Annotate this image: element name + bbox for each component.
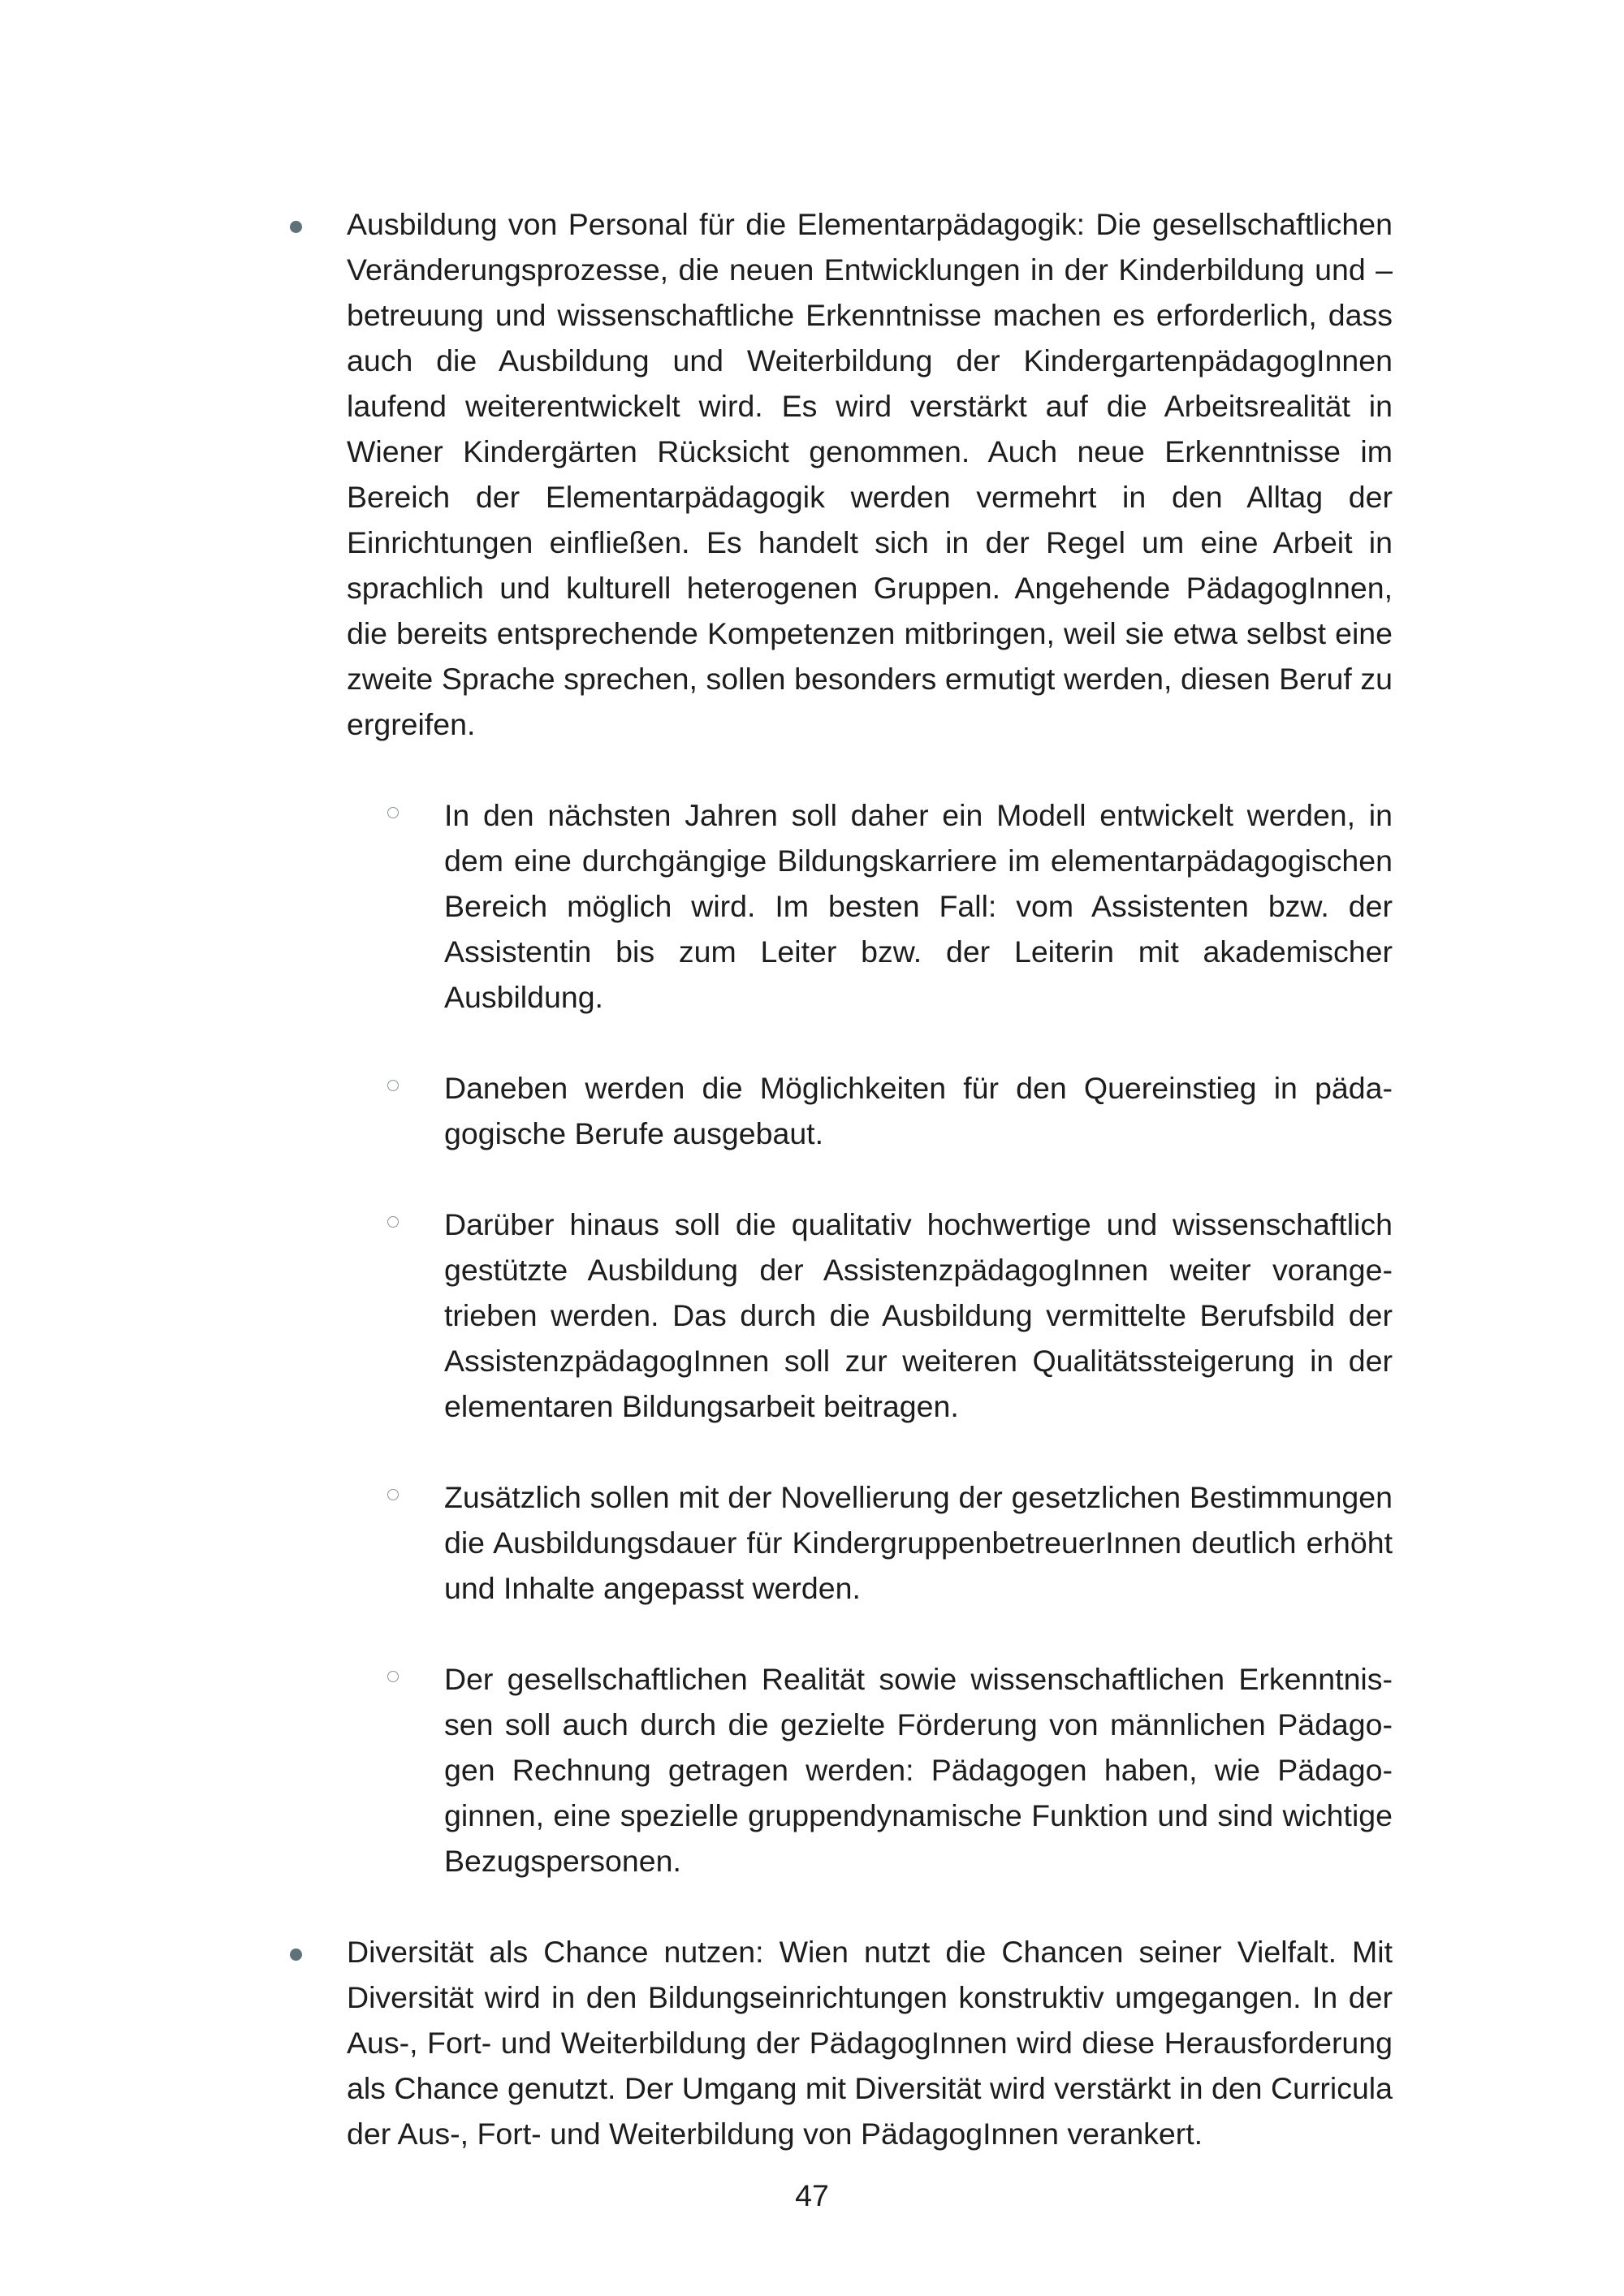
circle-bullet-icon — [387, 1489, 399, 1500]
list-item-ausbildung-personal — [288, 201, 1393, 1884]
document-body — [288, 201, 1393, 2156]
paragraph-ausbildung-personal: Ausbildung von Personal für die Elementarpädagogik: Die gesellschaftlichen Veränderungsprozesse, die neuen Entwicklungen in der Kinderbildung und –betreuung und wissenschaftliche Erkenntnisse machen es erforderlich, dass auch die Ausbildung und Weiterbildung der KindergartenpädagogInnen laufend weiterentwickelt wird. Es wird verstärkt auf die Arbeitsrealität in Wiener Kindergärten Rücksicht genommen. Auch neue Erkenntnisse im Bereich der Elementarpädagogik werden vermehrt in den Alltag der Einrichtungen einfließen. Es handelt sich in der Regel um eine Arbeit in sprachlich und kulturell heterogenen Gruppen. Angehende PädagogInnen, die bereits entsprechende Kompetenzen mitbringen, weil sie etwa selbst eine zweite Sprache sprechen, sollen besonders ermutigt werden, diesen Beruf zu ergreifen. — [347, 207, 1393, 741]
sublist-item-maennliche-paedagogen — [386, 1656, 1393, 1884]
bullet-icon — [290, 1949, 302, 1961]
subitem-text: Darüber hinaus soll die qualitativ hochwertige und wissenschaftlich gestützte Ausbildung der AssistenzpädagogInnen weiter vorangetrieben werden. Das durch die Ausbildung vermittelte Berufsbild der AssistenzpädagogInnen soll zur weiteren Qualitätssteigerung in der elementaren Bildungsarbeit beitragen. — [444, 1207, 1393, 1423]
page-number: 47 — [795, 2178, 829, 2212]
sublist-item-quereinstieg — [386, 1065, 1393, 1156]
sublist-item-assistenzpaedagogen — [386, 1202, 1393, 1429]
circle-bullet-icon — [387, 807, 399, 818]
paragraph-diversitaet: Diversität als Chance nutzen: Wien nutzt die Chancen seiner Vielfalt. Mit Diversität wird in den Bildungseinrichtungen konstruktiv umgegangen. In der Aus-, Fort- und Weiterbildung der PädagogInnen wird diese Herausforderung als Chance genutzt. Der Umgang mit Diversität wird verstärkt in den Curricula der Aus-, Fort- und Weiterbildung von PädagogInnen verankert. — [347, 1935, 1393, 2151]
sublist-ausbildung — [347, 792, 1393, 1884]
sublist-item-kindergruppenbetreuer — [386, 1474, 1393, 1611]
sublist-item-bildungskarriere — [386, 792, 1393, 1020]
subitem-text: Daneben werden die Möglichkeiten für den Quereinstieg in pädagogische Berufe ausgebaut. — [444, 1071, 1393, 1150]
bullet-icon — [290, 221, 302, 233]
subitem-text: In den nächsten Jahren soll daher ein Modell entwickelt werden, in dem eine durchgängige Bildungskarriere im elementarpädagogischen Bereich möglich wird. Im besten Fall: vom Assistenten bzw. der Assistentin bis zum Leiter bzw. der Leiterin mit akademischer Ausbildung. — [444, 798, 1393, 1014]
circle-bullet-icon — [387, 1080, 399, 1091]
circle-bullet-icon — [387, 1671, 399, 1682]
subitem-text: Zusätzlich sollen mit der Novellierung der gesetzlichen Bestimmungen die Ausbildungsdauer für KindergruppenbetreuerInnen deutlich erhöht und Inhalte angepasst werden. — [444, 1480, 1393, 1605]
list-item-diversitaet — [288, 1929, 1393, 2156]
subitem-text: Der gesellschaftlichen Realität sowie wissenschaftlichen Erkenntnissen soll auch durch die gezielte Förderung von männlichen Pädagogen Rechnung getragen werden: Pädagogen haben, wie Pädagoginnen, eine spezielle gruppendynamische Funktion und sind wichtige Bezugspersonen. — [444, 1662, 1393, 1878]
circle-bullet-icon — [387, 1216, 399, 1228]
